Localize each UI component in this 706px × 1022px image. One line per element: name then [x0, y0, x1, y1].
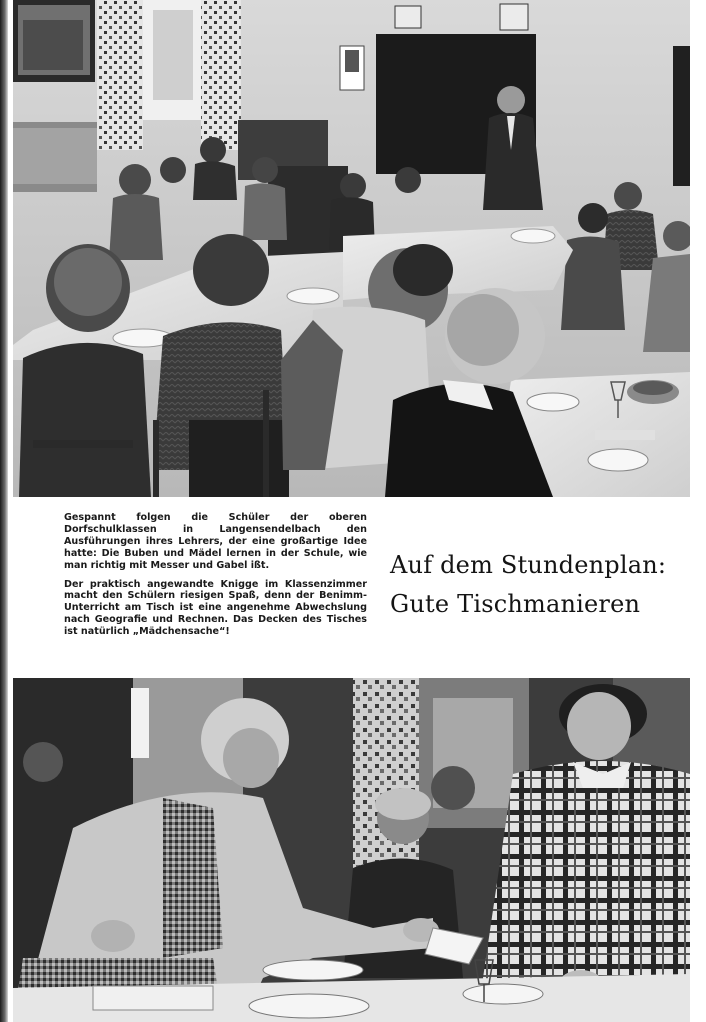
headline-line-1: Auf dem Stundenplan: [390, 551, 667, 579]
headline-line-2: Gute Tischmanieren [390, 590, 641, 618]
classroom-photo [13, 0, 690, 497]
caption-paragraph-1: Gespannt folgen die Schüler der oberen Dorfschulklassen in Langensendelbach den Ausführungen ihres Lehrers, der eine großartige Idee hatte: Die Buben und Mädel lernen in der Schule, wie man richtig mit Messer und Gabel ißt. [64, 512, 367, 571]
caption-paragraph-2: Der praktisch angewandte Knigge im Klassenzimmer macht den Schülern riesigen Spaß, denn der Benimm-Unterricht am Tisch ist eine angenehme Abwechslung nach Geografie und Rechnen. Das Decken des Tisches ist natürlich „Mädchensache“! [64, 578, 367, 638]
article-headline [390, 546, 700, 624]
photo-caption [64, 512, 367, 645]
table-setting-photo [13, 678, 690, 1022]
classroom-photo-image [13, 0, 690, 497]
page-binding-edge [0, 0, 8, 1022]
table-setting-photo-image [13, 678, 690, 1022]
